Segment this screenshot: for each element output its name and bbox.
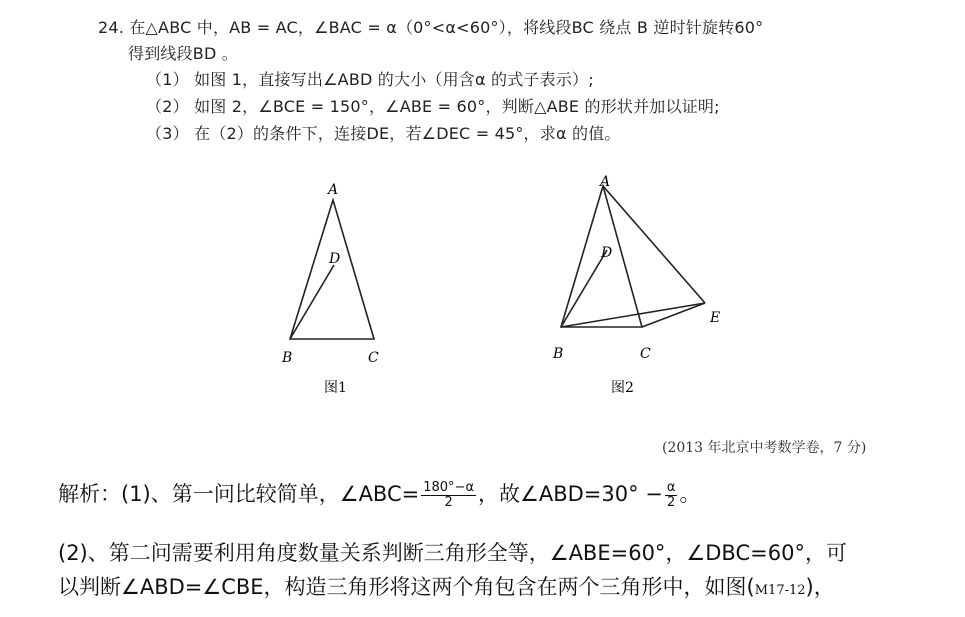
segment-be — [561, 303, 705, 327]
fraction-denominator: 2 — [667, 494, 676, 510]
label-b: B — [553, 346, 564, 362]
segment-ce — [642, 303, 705, 327]
solution-line-3-end: )， — [805, 575, 835, 599]
figure-1-caption: 图1 — [324, 380, 347, 396]
figure-1 — [270, 175, 400, 405]
label-b: B — [282, 350, 293, 366]
label-e: E — [710, 310, 721, 326]
figure-2 — [545, 172, 735, 404]
solution-part-1-mid: ，故∠ABD=30° − — [478, 482, 663, 506]
question-number: 24. — [98, 18, 125, 37]
label-c: C — [368, 350, 379, 366]
figure-2-caption: 图2 — [611, 380, 634, 396]
label-a: A — [600, 174, 611, 190]
label-d: D — [329, 251, 341, 267]
segment-ae — [603, 186, 705, 303]
fraction-abc — [421, 481, 476, 510]
question-line-2: 得到线段BD 。 — [128, 44, 238, 63]
fraction-alpha-half — [665, 481, 678, 510]
fraction-denominator: 2 — [444, 494, 453, 510]
segment-bd — [290, 265, 334, 339]
solution-part-1-end: 。 — [679, 482, 701, 506]
fraction-numerator: 180°−α — [423, 479, 475, 495]
fraction-numerator: α — [666, 479, 676, 495]
question-part-2: （2） 如图 2，∠BCE = 150°，∠ABE = 60°，判断△ABE 的形状并加以证明; — [146, 97, 720, 116]
segment-bd — [561, 250, 607, 327]
solution-line-3-main: 以判断∠ABD=∠CBE，构造三角形将这两个角包含在两个三角形中，如图( — [58, 575, 755, 599]
question-line-1 — [98, 15, 763, 38]
solution-part-1-text: 解析：(1)、第一问比较简单，∠ABC= — [58, 482, 420, 506]
question-part-1: （1） 如图 1，直接写出∠ABD 的大小（用含α 的式子表示）; — [146, 70, 594, 89]
source-citation: (2013 年北京中考数学卷，7 分) — [662, 440, 867, 456]
question-stem: 在△ABC 中，AB = AC，∠BAC = α（0°<α<60°），将线段BC 绕点 B 逆时针旋转60° — [129, 18, 764, 37]
solution-line-3 — [58, 571, 835, 601]
label-c: C — [640, 346, 651, 362]
solution-line-2: (2)、第二问需要利用角度数量关系判断三角形全等，∠ABE=60°，∠DBC=60°，可 — [58, 541, 847, 565]
question-part-3: （3） 在（2）的条件下，连接DE，若∠DEC = 45°，求α 的值。 — [146, 124, 621, 143]
label-d: D — [601, 245, 613, 261]
solution-line-1 — [58, 478, 700, 510]
label-a: A — [328, 182, 339, 198]
figure-reference: M17-12 — [754, 583, 806, 598]
